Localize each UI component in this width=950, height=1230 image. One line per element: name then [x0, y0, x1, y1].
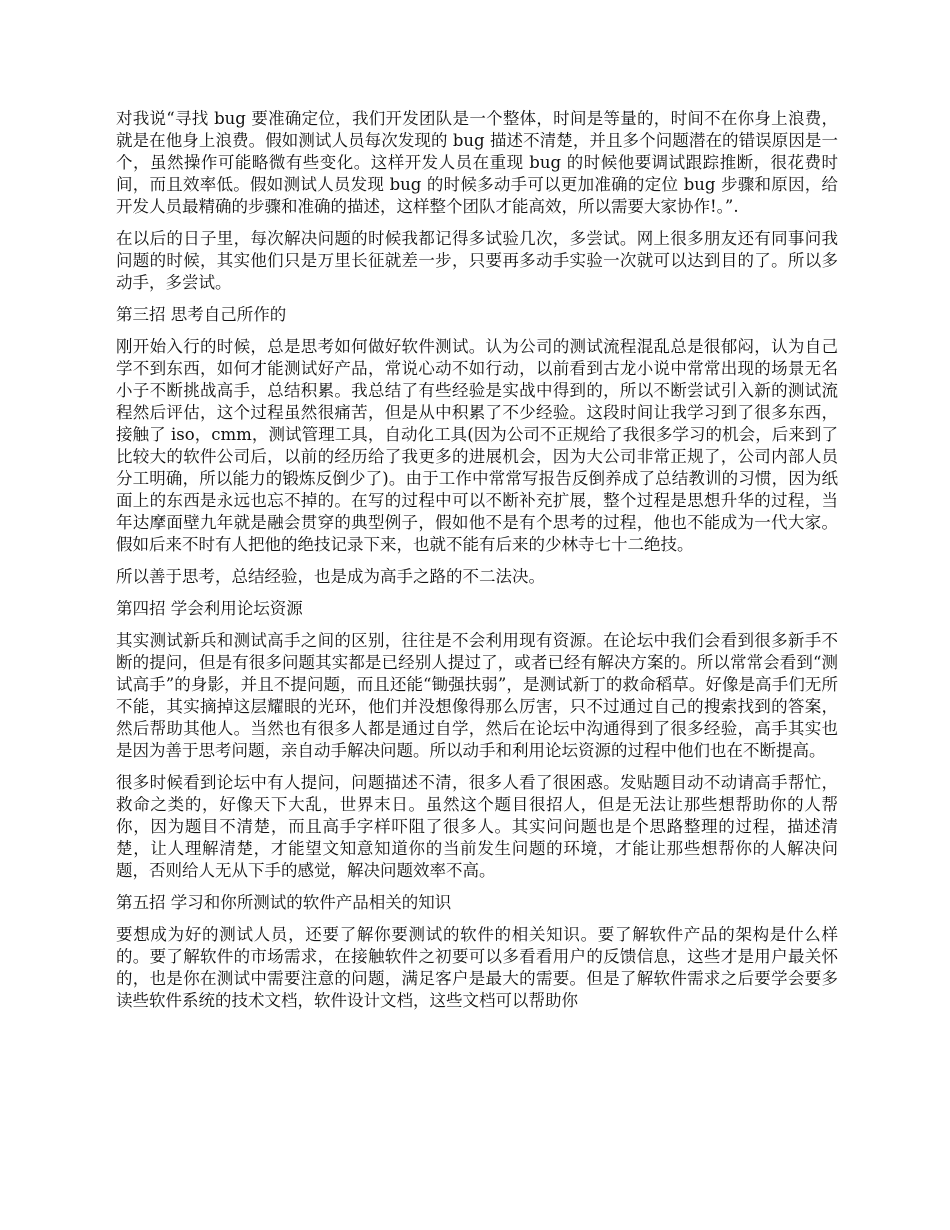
- paragraph: 很多时候看到论坛中有人提问，问题描述不清，很多人看了很困惑。发贴题目动不动请高手帮忙，救命之类的，好像天下大乱，世界末日。虽然这个题目很招人，但是无法让那些想帮助你的人帮你，因为题目不清楚，而且高手字样吓阻了很多人。其实问问题也是个思路整理的过程，描述清楚，让人理解清楚，才能望文知意知道你的当前发生问题的环境，才能让那些想帮你的人解决问题，否则给人无从下手的感觉，解决问题效率不高。: [116, 773, 838, 880]
- section-heading: 第四招 学会利用论坛资源: [116, 599, 303, 618]
- paragraph: 所以善于思考，总结经验，也是成为高手之路的不二法决。: [116, 567, 545, 586]
- section-heading: 第五招 学习和你所测试的软件产品相关的知识: [116, 893, 452, 912]
- paragraph: 刚开始入行的时候，总是思考如何做好软件测试。认为公司的测试流程混乱总是很郁闷，认为自己学不到东西，如何才能测试好产品，常说心动不如行动，以前看到古龙小说中常常出现的场景无名小子不断挑战高手，总结积累。我总结了有些经验是实战中得到的，所以不断尝试引入新的测试流程然后评估，这个过程虽然很痛苦，但是从中积累了不少经验。这段时间让我学习到了很多东西，接触了 iso，cmm，测试管理工具，自动化工具(因为公司不正规给了我很多学习的机会，后来到了比较大的软件公司后，以前的经历给了我更多的进展机会，因为大公司非常正规了，公司内部人员分工明确，所以能力的锻炼反倒少了)。由于工作中常常写报告反倒养成了总结教训的习惯，因为纸面上的东西是永远也忘不掉的。在写的过程中可以不断补充扩展，整个过程是思想升华的过程，当年达摩面壁九年就是融会贯穿的典型例子，假如他不是有个思考的过程，他也不能成为一代大家。假如后来不时有人把他的绝技记录下来，也就不能有后来的少林寺七十二绝技。: [116, 337, 838, 554]
- paragraph: 在以后的日子里，每次解决问题的时候我都记得多试验几次，多尝试。网上很多朋友还有同事问我问题的时候，其实他们只是万里长征就差一步，只要再多动手实验一次就可以达到目的了。所以多动手，多尝试。: [116, 229, 838, 292]
- paragraph: 要想成为好的测试人员，还要了解你要测试的软件的相关知识。要了解软件产品的架构是什么样的。要了解软件的市场需求，在接触软件之初要可以多看看用户的反馈信息，这些才是用户最关怀的，也是你在测试中需要注意的问题，满足客户是最大的需要。但是了解软件需求之后要学会要多读些软件系统的技术文档，软件设计文档，这些文档可以帮助你: [116, 925, 838, 1010]
- section-heading: 第三招 思考自己所作的: [116, 305, 287, 324]
- paragraph: 其实测试新兵和测试高手之间的区别，往往是不会利用现有资源。在论坛中我们会看到很多新手不断的提问，但是有很多问题其实都是已经别人提过了，或者已经有解决方案的。所以常常会看到“测试高手”的身影，并且不提问题，而且还能“锄强扶弱”，是测试新丁的救命稻草。好像是高手们无所不能，其实摘掉这层耀眼的光环，他们并没想像得那么厉害，只不过通过自己的搜索找到的答案，然后帮助其他人。当然也有很多人都是通过自学，然后在论坛中沟通得到了很多经验，高手其实也是因为善于思考问题，亲自动手解决问题。所以动手和利用论坛资源的过程中他们也在不断提高。: [116, 631, 838, 760]
- document-body: [116, 108, 838, 1022]
- paragraph: 对我说“寻找 bug 要准确定位，我们开发团队是一个整体，时间是等量的，时间不在你身上浪费，就是在他身上浪费。假如测试人员每次发现的 bug 描述不清楚，并且多个问题潜在的错误原因是一个，虽然操作可能略微有些变化。这样开发人员在重现 bug 的时候他要调试跟踪推断，很花费时间，而且效率低。假如测试人员发现 bug 的时候多动手可以更加准确的定位 bug 步骤和原因，给开发人员最精确的步骤和准确的描述，这样整个团队才能高效，所以需要大家协作!。”.: [116, 109, 838, 216]
